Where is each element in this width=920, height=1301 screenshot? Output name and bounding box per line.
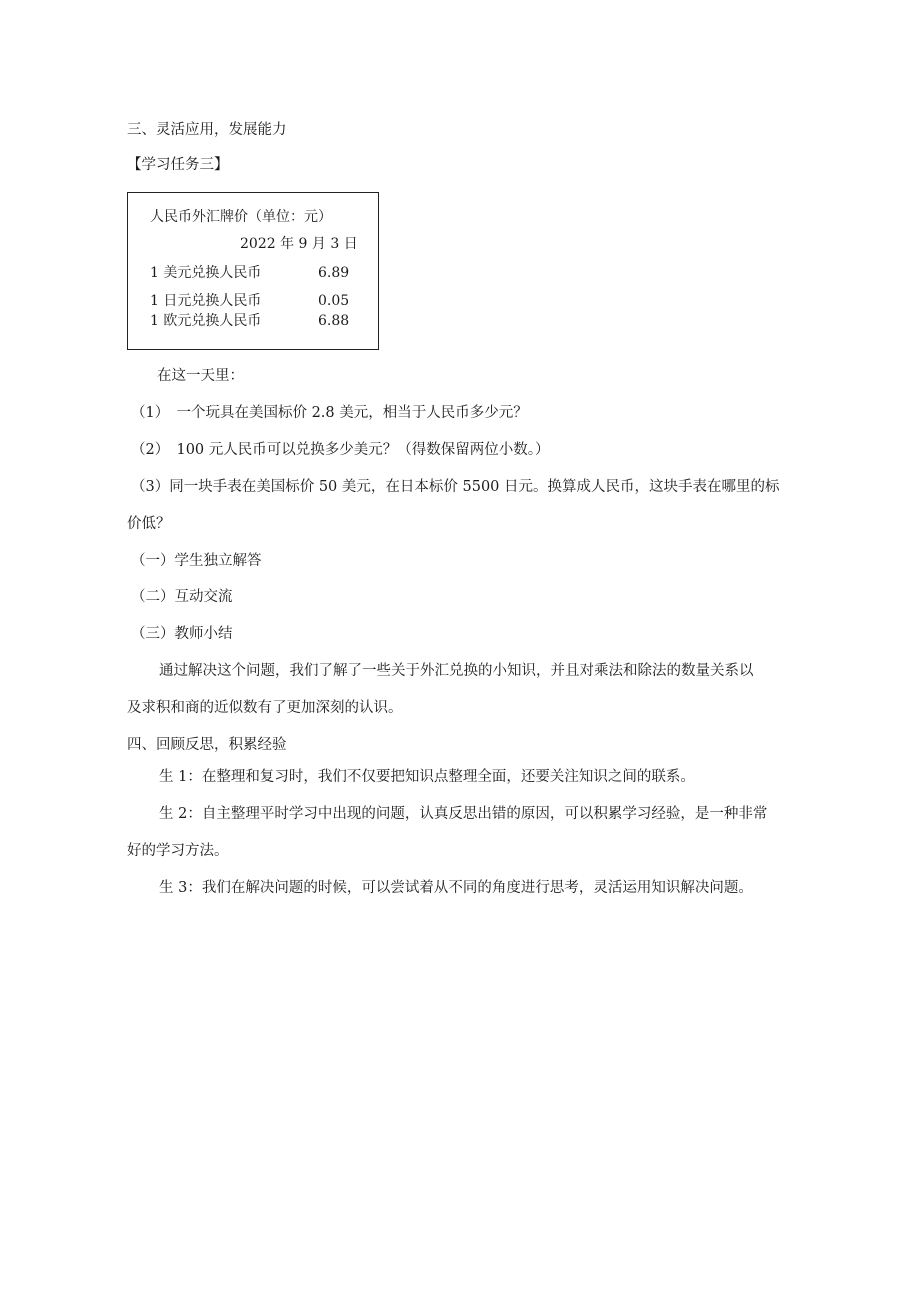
section3-heading: 三、灵活应用，发展能力 bbox=[127, 122, 287, 138]
task-title: 【学习任务三】 bbox=[127, 157, 229, 173]
question-2: （2） 100 元人民币可以兑换多少美元？（得数保留两位小数。） bbox=[131, 442, 550, 458]
rate-row-value: 6.89 bbox=[318, 265, 350, 281]
rate-row-label: 1 日元兑换人民币 bbox=[150, 293, 262, 309]
step-3: （三）教师小结 bbox=[131, 626, 233, 642]
question-3-line1: （3）同一块手表在美国标价 50 美元，在日本标价 5500 日元。换算成人民币，这块手表在哪里的标 bbox=[131, 479, 780, 495]
rate-box-date: 2022 年 9 月 3 日 bbox=[240, 236, 358, 252]
step-2: （二）互动交流 bbox=[131, 589, 233, 605]
question-3-line2: 价低？ bbox=[127, 516, 171, 532]
student-1-reflection: 生 1：在整理和复习时，我们不仅要把知识点整理全面，还要关注知识之间的联系。 bbox=[159, 769, 695, 785]
question-1: （1） 一个玩具在美国标价 2.8 美元，相当于人民币多少元？ bbox=[131, 405, 528, 421]
intro-text: 在这一天里： bbox=[157, 368, 244, 384]
summary-line1: 通过解决这个问题，我们了解了一些关于外汇兑换的小知识，并且对乘法和除法的数量关系以 bbox=[159, 663, 754, 679]
rate-row-value: 6.88 bbox=[318, 313, 350, 329]
student-3-reflection: 生 3：我们在解决问题的时候，可以尝试着从不同的角度进行思考，灵活运用知识解决问题。 bbox=[159, 880, 753, 896]
step-1: （一）学生独立解答 bbox=[131, 553, 262, 569]
student-2-reflection-line2: 好的学习方法。 bbox=[127, 843, 229, 859]
exchange-rate-box bbox=[127, 192, 379, 350]
rate-box-title: 人民币外汇牌价（单位：元） bbox=[150, 209, 332, 225]
rate-row-label: 1 美元兑换人民币 bbox=[150, 265, 262, 281]
section4-heading: 四、回顾反思，积累经验 bbox=[127, 737, 287, 753]
student-2-reflection-line1: 生 2：自主整理平时学习中出现的问题，认真反思出错的原因，可以积累学习经验，是一种非常 bbox=[159, 806, 768, 822]
summary-line2: 及求积和商的近似数有了更加深刻的认识。 bbox=[127, 700, 403, 716]
rate-row-value: 0.05 bbox=[318, 293, 350, 309]
rate-row-label: 1 欧元兑换人民币 bbox=[150, 313, 262, 329]
